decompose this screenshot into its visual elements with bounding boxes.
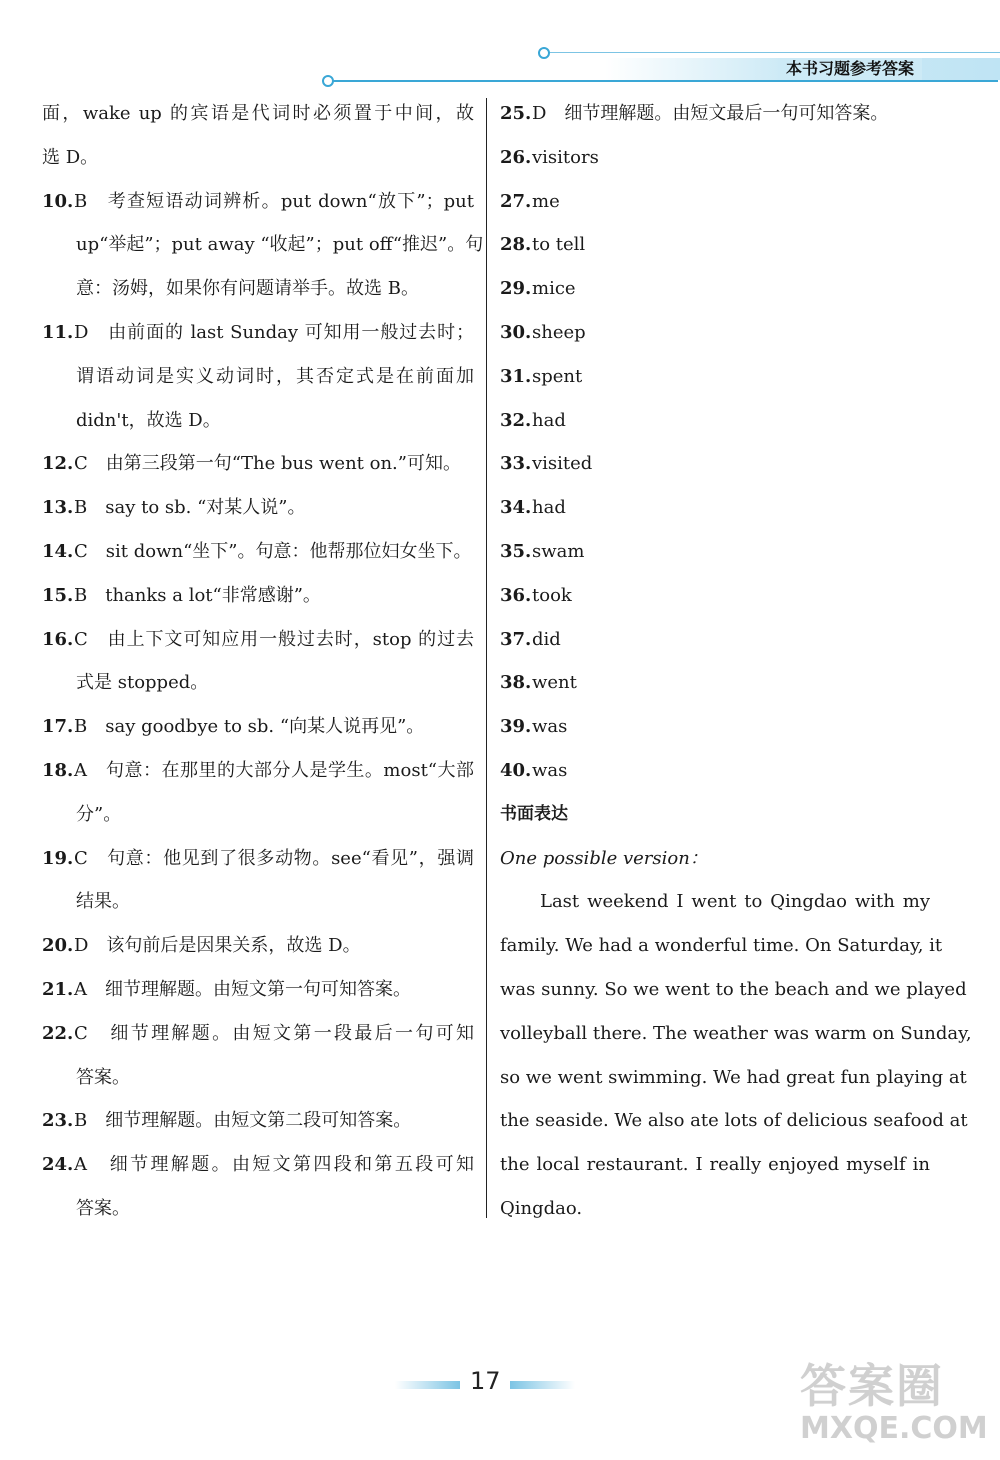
answer-item: [42, 924, 474, 968]
answer-number: 30.: [500, 321, 532, 343]
answer-item: [42, 92, 474, 180]
answer-text: C 句意：他见到了很多动物。see“看见”，强调: [74, 847, 474, 869]
answer-text: 答案。: [76, 1066, 130, 1088]
essay-line: family. We had a wonderful time. On Saturday, it: [500, 935, 943, 957]
answer-text: 式是 stopped。: [76, 672, 209, 694]
header-dot-icon: [538, 47, 550, 59]
answer-text: B say goodbye to sb. “向某人说再见”。: [74, 716, 425, 738]
answer-text: 面，wake up 的宾语是代词时必须置于中间，故: [42, 103, 474, 124]
answer-number: 22.: [42, 1022, 74, 1044]
answer-item: [500, 530, 930, 574]
answer-text: D 该句前后是因果关系，故选 D。: [74, 935, 361, 957]
header-rule-top: [545, 52, 1000, 53]
answer-text: sheep: [532, 321, 586, 343]
header-dot-icon: [322, 75, 334, 87]
essay-line: was sunny. So we went to the beach and we played: [500, 978, 967, 1000]
answer-number: 34.: [500, 497, 532, 519]
essay-line: Qingdao.: [500, 1197, 583, 1219]
answer-item: [42, 311, 474, 442]
answer-text: B 考查短语动词辨析。put down“放下”；put: [74, 190, 474, 212]
watermark-logo-text: 答案圈: [800, 1359, 944, 1413]
answer-item: [500, 574, 930, 618]
answer-text: did: [532, 628, 561, 650]
answer-text: B thanks a lot“非常感谢”。: [74, 584, 321, 606]
essay-line: Last weekend I went to Qingdao with my: [540, 891, 930, 913]
answer-text: to tell: [532, 234, 586, 256]
answer-item: [500, 442, 930, 486]
answer-number: 18.: [42, 759, 74, 781]
section-heading: [500, 793, 930, 837]
answer-text: C 由第三段第一句“The bus went on.”可知。: [74, 453, 461, 475]
answer-item: [42, 618, 474, 706]
answer-item: [500, 749, 930, 793]
answer-item: [500, 136, 930, 180]
answer-number: 40.: [500, 759, 532, 781]
answer-item: [500, 92, 930, 136]
answer-text: D 细节理解题。由短文最后一句可知答案。: [532, 103, 889, 124]
answer-item: [500, 311, 930, 355]
essay-intro: One possible version：: [500, 847, 708, 869]
answer-text: spent: [532, 365, 583, 387]
answer-text: 谓语动词是实义动词时，其否定式是在前面加: [76, 365, 474, 387]
answer-number: 16.: [42, 628, 74, 650]
answer-number: 24.: [42, 1154, 74, 1176]
answer-item: [42, 749, 474, 837]
answer-item: [500, 355, 930, 399]
answer-number: 17.: [42, 716, 74, 738]
answer-text: was: [532, 716, 568, 738]
answer-text: didn't，故选 D。: [76, 409, 221, 431]
header-rule: [330, 80, 998, 82]
answer-number: 23.: [42, 1110, 74, 1132]
essay-line: so we went swimming. We had great fun playing at: [500, 1066, 967, 1088]
answer-text: had: [532, 497, 566, 519]
left-column: [42, 92, 484, 1231]
answer-text: B say to sb. “对某人说”。: [74, 497, 306, 519]
answer-number: 10.: [42, 190, 74, 212]
answer-text: me: [532, 190, 560, 212]
answer-number: 26.: [500, 146, 532, 168]
answer-item: [42, 530, 474, 574]
answer-item: [42, 705, 474, 749]
essay-line: volleyball there. The weather was warm on Sunday,: [500, 1022, 972, 1044]
answer-text: took: [532, 584, 572, 606]
answer-number: 27.: [500, 190, 532, 212]
answer-item: [500, 223, 930, 267]
answer-text: was: [532, 759, 568, 781]
answer-item: [500, 486, 930, 530]
answer-number: 19.: [42, 847, 74, 869]
answer-text: swam: [532, 540, 585, 562]
answer-item: [42, 1012, 474, 1100]
answer-item: [500, 180, 930, 224]
answer-text: went: [532, 672, 577, 694]
answer-item: [500, 661, 930, 705]
answer-number: 12.: [42, 453, 74, 475]
answer-number: 20.: [42, 935, 74, 957]
answer-text: 分”。: [76, 803, 122, 825]
answer-text: A 句意：在那里的大部分人是学生。most“大部: [74, 759, 474, 781]
essay-paragraph: [500, 880, 972, 1230]
answer-text: B 细节理解题。由短文第二段可知答案。: [74, 1110, 412, 1132]
answer-number: 35.: [500, 540, 532, 562]
essay-intro-row: [500, 837, 930, 881]
answer-text: C 由上下文可知应用一般过去时，stop 的过去: [74, 628, 474, 650]
watermark-url: MXQE.COM: [800, 1411, 988, 1446]
answer-text: D 由前面的 last Sunday 可知用一般过去时；: [74, 321, 474, 343]
answer-list: [500, 92, 930, 793]
answer-item: [42, 968, 474, 1012]
answer-number: 21.: [42, 978, 74, 1000]
answer-text: 结果。: [76, 891, 130, 913]
answer-item: [42, 180, 484, 311]
answer-number: 13.: [42, 497, 74, 519]
answer-number: 38.: [500, 672, 532, 694]
answer-text: 选 D。: [42, 146, 99, 168]
footer-ornament-left: [395, 1381, 460, 1389]
answer-number: 37.: [500, 628, 532, 650]
answer-number: 39.: [500, 716, 532, 738]
running-header-title: 本书习题参考答案: [778, 58, 922, 80]
answer-item: [42, 837, 474, 925]
answer-item: [500, 399, 930, 443]
answer-item: [42, 486, 474, 530]
answer-number: 14.: [42, 540, 74, 562]
essay-line: the local restaurant. I really enjoyed myself in: [500, 1154, 930, 1176]
answer-text: had: [532, 409, 566, 431]
answer-item: [500, 705, 930, 749]
answer-number: 28.: [500, 234, 532, 256]
answer-text: mice: [532, 278, 576, 300]
answer-text: 答案。: [76, 1197, 130, 1219]
answer-text: visitors: [532, 146, 599, 168]
answer-number: 29.: [500, 278, 532, 300]
answer-text: 意：汤姆，如果你有问题请举手。故选 B。: [76, 278, 419, 300]
answer-number: 15.: [42, 584, 74, 606]
answer-number: 31.: [500, 365, 532, 387]
answer-text: C 细节理解题。由短文第一段最后一句可知: [74, 1022, 474, 1044]
answer-text: up“举起”；put away “收起”；put off“推迟”。句: [76, 234, 484, 256]
answer-text: visited: [532, 453, 593, 475]
answer-number: 33.: [500, 453, 532, 475]
answer-item: [500, 618, 930, 662]
answer-number: 25.: [500, 103, 532, 124]
essay-line: the seaside. We also ate lots of delicious seafood at: [500, 1110, 968, 1132]
section-title: 书面表达: [500, 803, 568, 824]
answer-text: A 细节理解题。由短文第四段和第五段可知: [74, 1154, 474, 1176]
answer-item: [42, 442, 474, 486]
answer-item: [42, 1143, 474, 1231]
right-column: [500, 92, 972, 1231]
page-number: 17: [470, 1367, 501, 1395]
answer-item: [42, 574, 474, 618]
answer-number: 32.: [500, 409, 532, 431]
footer-ornament-right: [510, 1381, 575, 1389]
watermark-logo: [800, 1360, 995, 1455]
answer-text: A 细节理解题。由短文第一句可知答案。: [74, 978, 411, 1000]
column-divider: [486, 98, 487, 1218]
answer-item: [500, 267, 930, 311]
answer-item: [42, 1099, 474, 1143]
answer-number: 11.: [42, 321, 74, 343]
answer-text: C sit down“坐下”。句意：他帮那位妇女坐下。: [74, 540, 472, 562]
answer-number: 36.: [500, 584, 532, 606]
